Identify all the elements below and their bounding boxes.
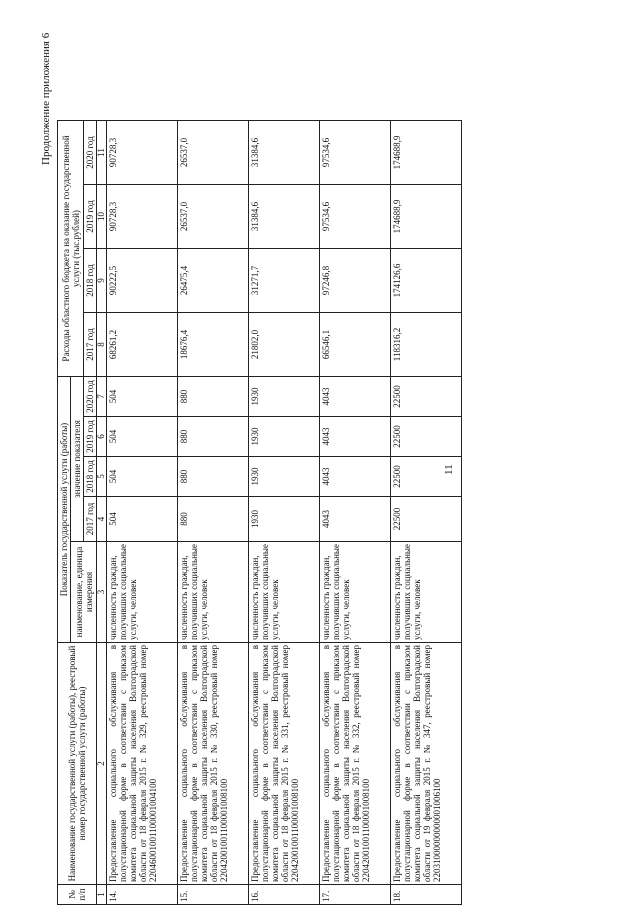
header-indicator-name: наименование, единица измерения [71,542,97,643]
page-number: 11 [443,464,455,475]
indicator-name: численность граждан, получивших социальные услуги, человек [178,542,249,643]
header-year-exp: 2020 год [84,121,97,185]
header-indicator-group: Показатель государственной услуги (работы) [58,377,71,643]
continuation-note: Продолжение приложения 6 [40,32,52,165]
index-cell: 7 [97,377,107,417]
index-cell: 8 [97,313,107,377]
header-indicator-value: значение показателя [71,377,84,542]
index-cell: 1 [97,885,107,905]
index-cell: 11 [97,121,107,185]
indicator-name: численность граждан, получивших социальные услуги, человек [391,542,462,643]
value-2019: 880 [178,417,249,457]
header-budget-group: Расходы областного бюджета на оказание государственной услуги (тыс.рублей) [58,121,84,377]
expense-2020: 90728,3 [107,121,178,185]
header-year-ind: 2020 год [84,377,97,417]
expense-2018: 90222,5 [107,249,178,313]
value-2017: 880 [178,497,249,542]
table-row [320,121,391,905]
row-num: 15. [178,885,249,905]
header-row-1 [58,121,71,905]
expense-2020: 26537,0 [178,121,249,185]
expense-2020: 97534,6 [320,121,391,185]
index-cell: 9 [97,249,107,313]
indicator-name: численность граждан, получивших социальные услуги, человек [320,542,391,643]
expense-2017: 68261,2 [107,313,178,377]
expense-2018: 31271,7 [249,249,320,313]
value-2020: 1930 [249,377,320,417]
value-2020: 880 [178,377,249,417]
table-row [178,121,249,905]
expense-2020: 31384,6 [249,121,320,185]
table-row [107,121,178,905]
expense-2020: 174688,9 [391,121,462,185]
header-num: № п/п [58,885,97,905]
value-2018: 22500 [391,457,462,497]
service-name: Предоставление социального обслуживания в полустационарной форме в соответствии с приказом комитета социальной защиты населения Волгоградской области от 18 февраля 2015 г. № 332, реестровый номер 22042001001100001008100 [320,643,391,885]
service-name: Предоставление социального обслуживания в полустационарной форме в соответствии с приказом комитета социальной защиты населения Волгоградской области от 18 февраля 2015 г. № 331, реестровый номер 22042001001100001008100 [249,643,320,885]
value-2017: 4043 [320,497,391,542]
header-year-exp: 2017 год [84,313,97,377]
expense-2019: 26537,0 [178,185,249,249]
header-year-ind: 2019 год [84,417,97,457]
value-2018: 1930 [249,457,320,497]
value-2019: 4043 [320,417,391,457]
value-2018: 504 [107,457,178,497]
index-cell: 3 [97,542,107,643]
expense-2017: 118316,2 [391,313,462,377]
row-num: 18. [391,885,462,905]
header-year-exp: 2019 год [84,185,97,249]
value-2019: 504 [107,417,178,457]
indicator-name: численность граждан, получивших социальные услуги, человек [107,542,178,643]
value-2017: 22500 [391,497,462,542]
value-2017: 1930 [249,497,320,542]
expense-2017: 66546,1 [320,313,391,377]
table-row [391,121,462,905]
row-num: 14. [107,885,178,905]
header-year-ind: 2018 год [84,457,97,497]
service-name: Предоставление социального обслуживания в полустационарной форме в соответствии с приказом комитета социальной защиты населения Волгоградской области от 19 февраля 2015 г. № 347, реестровый номер 22031000000000001006100 [391,643,462,885]
header-year-ind: 2017 год [84,497,97,542]
indicator-name: численность граждан, получивших социальные услуги, человек [249,542,320,643]
services-table [57,120,462,905]
index-cell: 10 [97,185,107,249]
expense-2019: 97534,6 [320,185,391,249]
value-2019: 1930 [249,417,320,457]
index-cell: 4 [97,497,107,542]
row-num: 16. [249,885,320,905]
index-cell: 6 [97,417,107,457]
row-num: 17. [320,885,391,905]
value-2018: 880 [178,457,249,497]
service-name: Предоставление социального обслуживания в полустационарной форме в соответствии с приказом комитета социальной защиты населения Волгоградской области от 18 февраля 2015 г. № 329, реестровый номер 22046001001100001004100 [107,643,178,885]
header-year-exp: 2018 год [84,249,97,313]
expense-2018: 174126,6 [391,249,462,313]
index-cell: 5 [97,457,107,497]
header-service-name: Наименование государственной услуги (работы), реестровый номер государственной услуги (работы) [58,643,97,885]
service-name: Предоставление социального обслуживания в полустационарной форме в соответствии с приказом комитета социальной защиты населения Волгоградской области от 18 февраля 2015 г. № 330, реестровый номер 22042001001100001008100 [178,643,249,885]
value-2019: 22500 [391,417,462,457]
expense-2019: 90728,3 [107,185,178,249]
value-2020: 4043 [320,377,391,417]
index-cell: 2 [97,643,107,885]
expense-2018: 26475,4 [178,249,249,313]
table-row [249,121,320,905]
index-row [97,121,107,905]
value-2020: 22500 [391,377,462,417]
expense-2017: 18676,4 [178,313,249,377]
value-2020: 504 [107,377,178,417]
expense-2018: 97246,8 [320,249,391,313]
expense-2019: 31384,6 [249,185,320,249]
expense-2017: 21802,0 [249,313,320,377]
expense-2019: 174688,9 [391,185,462,249]
value-2017: 504 [107,497,178,542]
value-2018: 4043 [320,457,391,497]
